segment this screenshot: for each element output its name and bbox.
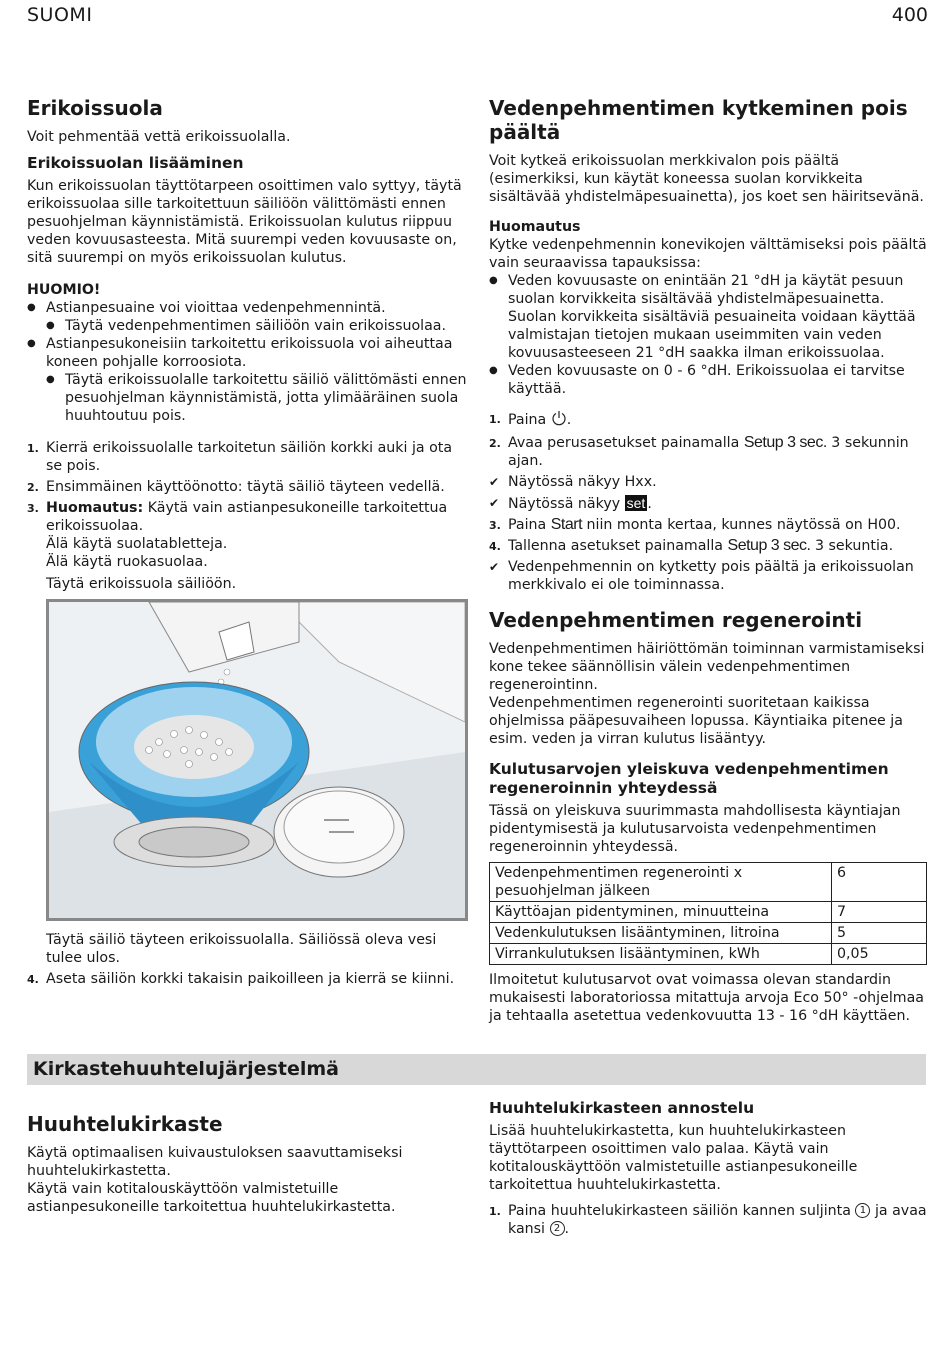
regen-text-2: Vedenpehmentimen regenerointi suoritetaan kaikissa ohjelmissa pääpesuvaiheen lopussa. Käyntiaika pitenee ja esim. veden ja virran kulutus lisääntyy.: [489, 695, 903, 747]
start-key-label: Start: [550, 516, 583, 533]
rinse-aid-dosing-text: Lisää huuhtelukirkastetta, kun huuhtelukirkasteen täyttötarpeen osoittimen valo palaa. Käytä vain kotitalouskäyttöön valmistetuille astianpesukoneille tarkoitettua huuhtelukirkastetta.: [489, 1123, 858, 1193]
softener-off-intro: Voit kytkeä erikoissuolan merkkivalon pois päältä (esimerkiksi, kun käytät koneessa suolan korvikkeita sisältävää yhdistelmäpesuainetta), jos koet sen häiritsevänä.: [489, 153, 924, 205]
step-item: 4. Aseta säiliön korkki takaisin paikoilleen ja kierrä se kiinni.: [27, 971, 455, 987]
list-item: ● Astianpesuaine voi vioittaa vedenpehmennintä. ● Täytä vedenpehmentimen säiliöön vain erikoissuolaa.: [27, 299, 467, 335]
callout-2-icon: 2: [550, 1221, 565, 1236]
table-row: Vedenkulutuksen lisääntyminen, litroina 5: [490, 923, 927, 944]
setup-key-label: Setup 3 sec.: [743, 434, 827, 451]
add-salt-text: Kun erikoissuolan täyttötarpeen osoittimen valo syttyy, täytä erikoissuolaa sille tarkoitettuun säiliöön välittömästi ennen pesuohjelman käynnistämistä. Erikoissuolan kulutus riippuu veden kovuusasteesta. Mitä suurempi veden kovuusaste on, sitä suurempi on myös erikoissuolan kulutus.: [27, 178, 462, 266]
result-item: ✔ Vedenpehmennin on kytketty pois päältä ja erikoissuolan merkkivalo ei ole toiminnassa.: [489, 559, 914, 593]
step-item: 2. Ensimmäinen käyttöönotto: täytä säiliö täyteen vedellä.: [27, 479, 445, 495]
display-set-label: set: [626, 495, 646, 511]
rinse-aid-column: [27, 1112, 467, 1216]
list-item: ● Täytä vedenpehmentimen säiliöön vain erikoissuolaa.: [46, 317, 467, 335]
step-item: 3. Huomautus: Käytä vain astianpesukoneille tarkoitettua erikoissuolaa. Älä käytä suolatabletteja. Älä käytä ruokasuolaa. Täytä erikoissuola säiliöön. Täytä säiliö täyteen erikoissuolalla. Säiliössä oleva vesi tulee ulos.: [27, 499, 467, 967]
section-title-regeneration: Vedenpehmentimen regenerointi: [489, 608, 863, 632]
check-icon: ✔: [489, 475, 500, 489]
step-item: 1. Paina huuhtelukirkasteen säiliön kannen suljinta 1 ja avaa kansi 2 .: [489, 1203, 927, 1237]
step-item: 3. Paina Start niin monta kertaa, kunnes näytössä on H00.: [489, 516, 901, 533]
section-title-salt: Erikoissuola: [27, 96, 163, 120]
check-icon: ✔: [489, 560, 500, 574]
rinse-aid-steps: [489, 1202, 929, 1238]
consumption-table: [489, 862, 927, 965]
consumption-intro: Tässä on yleiskuva suurimmasta mahdollisesta käyntiajan pidentymisestä ja kulutusarvoista vedenpehmentimen regeneroinnin yhteydessä.: [489, 803, 901, 855]
step-item: 2. Avaa perusasetukset painamalla Setup 3 sec. 3 sekunnin ajan.: [489, 434, 909, 469]
note-title: Huomautus: [489, 219, 581, 235]
setup-key-label: Setup 3 sec.: [727, 537, 811, 554]
regen-text-1: Vedenpehmentimen häiriöttömän toiminnan varmistamiseksi kone tekee säännöllisin välein vedenpehmentimen regenerointinn.: [489, 641, 925, 693]
rinse-aid-text-2: Käytä vain kotitalouskäyttöön valmistetuille astianpesukoneille tarkoitettua huuhtelukirkastetta.: [27, 1181, 396, 1215]
rinse-aid-dosing-column: [489, 1099, 929, 1241]
callout-1-icon: 1: [855, 1203, 870, 1218]
subsection-title-consumption: Kulutusarvojen yleiskuva vedenpehmentimen regeneroinnin yhteydessä: [489, 760, 889, 797]
consumption-note: Ilmoitetut kulutusarvot ovat voimassa olevan standardin mukaisesti laboratoriossa mitattuja arvoja Eco 50° -ohjelmaa ja tehtaalla asetettua vedenkovuutta 13 - 16 °dH käyttäen.: [489, 972, 924, 1024]
warning-title: HUOMIO!: [27, 282, 101, 298]
check-icon: ✔: [489, 496, 500, 510]
table-row: Vedenpehmentimen regenerointi x pesuohjelman jälkeen 6: [490, 863, 927, 902]
warning-list: [27, 299, 467, 425]
section-title-rinse-aid: Huuhtelukirkaste: [27, 1112, 223, 1136]
right-column: [489, 96, 929, 1025]
section-title-softener-off: Vedenpehmentimen kytkeminen pois päältä: [489, 96, 908, 144]
salt-steps: [27, 439, 467, 988]
list-item: ● Veden kovuusaste on 0 - 6 °dH. Erikoissuolaa ei tarvitse käyttää.: [489, 362, 929, 398]
list-item: ● Täytä erikoissuolalle tarkoitettu säiliö välittömästi ennen pesuohjelman käynnistämistä, jotta ylimääräinen suola huuhtoutuu pois.: [46, 371, 467, 425]
subsection-title-rinse-aid-dosing: Huuhtelukirkasteen annostelu: [489, 1099, 755, 1117]
note-text: Kytke vedenpehmennin konevikojen välttämiseksi pois päältä vain seuraavissa tapauksissa:: [489, 237, 927, 271]
subsection-title-add-salt: Erikoissuolan lisääminen: [27, 154, 244, 172]
table-row: Virrankulutuksen lisääntyminen, kWh 0,05: [490, 944, 927, 965]
language-label: SUOMI: [27, 4, 93, 26]
left-column: [27, 96, 467, 991]
step-item: 4. Tallenna asetukset painamalla Setup 3 sec. 3 sekuntia.: [489, 537, 894, 554]
list-item: ● Veden kovuusaste on enintään 21 °dH ja käytät pesuun suolan korvikkeita sisältävää yhdistelmäpesuainetta. Suolan korvikkeita sisältäviä pesuaineita voidaan käyttää valmistajan tietojen mukaan useimmiten vain veden kovuusasteeseen 21 °dH saakka ilman erikoissuolaa.: [489, 272, 929, 362]
salt-intro: Voit pehmentää vettä erikoissuolalla.: [27, 129, 291, 145]
list-item: ● Astianpesukoneisiin tarkoitettu erikoissuola voi aiheuttaa koneen pohjalle korroosiota. ● Täytä erikoissuolalle tarkoitettu säiliö välittömästi ennen pesuohjelman käynnistämistä, jotta ylimääräinen suola huuhtoutuu pois.: [27, 335, 467, 425]
rinse-aid-text-1: Käytä optimaalisen kuivaustuloksen saavuttamiseksi huuhtelukirkastetta.: [27, 1145, 403, 1179]
section-bar-rinse-aid-system: Kirkastehuuhtelujärjestelmä: [27, 1054, 926, 1085]
softener-off-steps: [489, 410, 929, 594]
step-item: 1. Paina .: [489, 410, 929, 431]
power-icon: [551, 410, 567, 431]
result-item: ✔ Näytössä näkyy set .: [489, 495, 652, 512]
result-item: ✔ Näytössä näkyy Hxx.: [489, 474, 657, 490]
salt-filling-illustration: [46, 599, 468, 921]
step-item: 1. Kierrä erikoissuolalle tarkoitetun säiliön korkki auki ja ota se pois.: [27, 440, 453, 474]
page-number: 400: [891, 4, 928, 26]
table-row: Käyttöajan pidentyminen, minuutteina 7: [490, 902, 927, 923]
note-list: [489, 272, 929, 398]
